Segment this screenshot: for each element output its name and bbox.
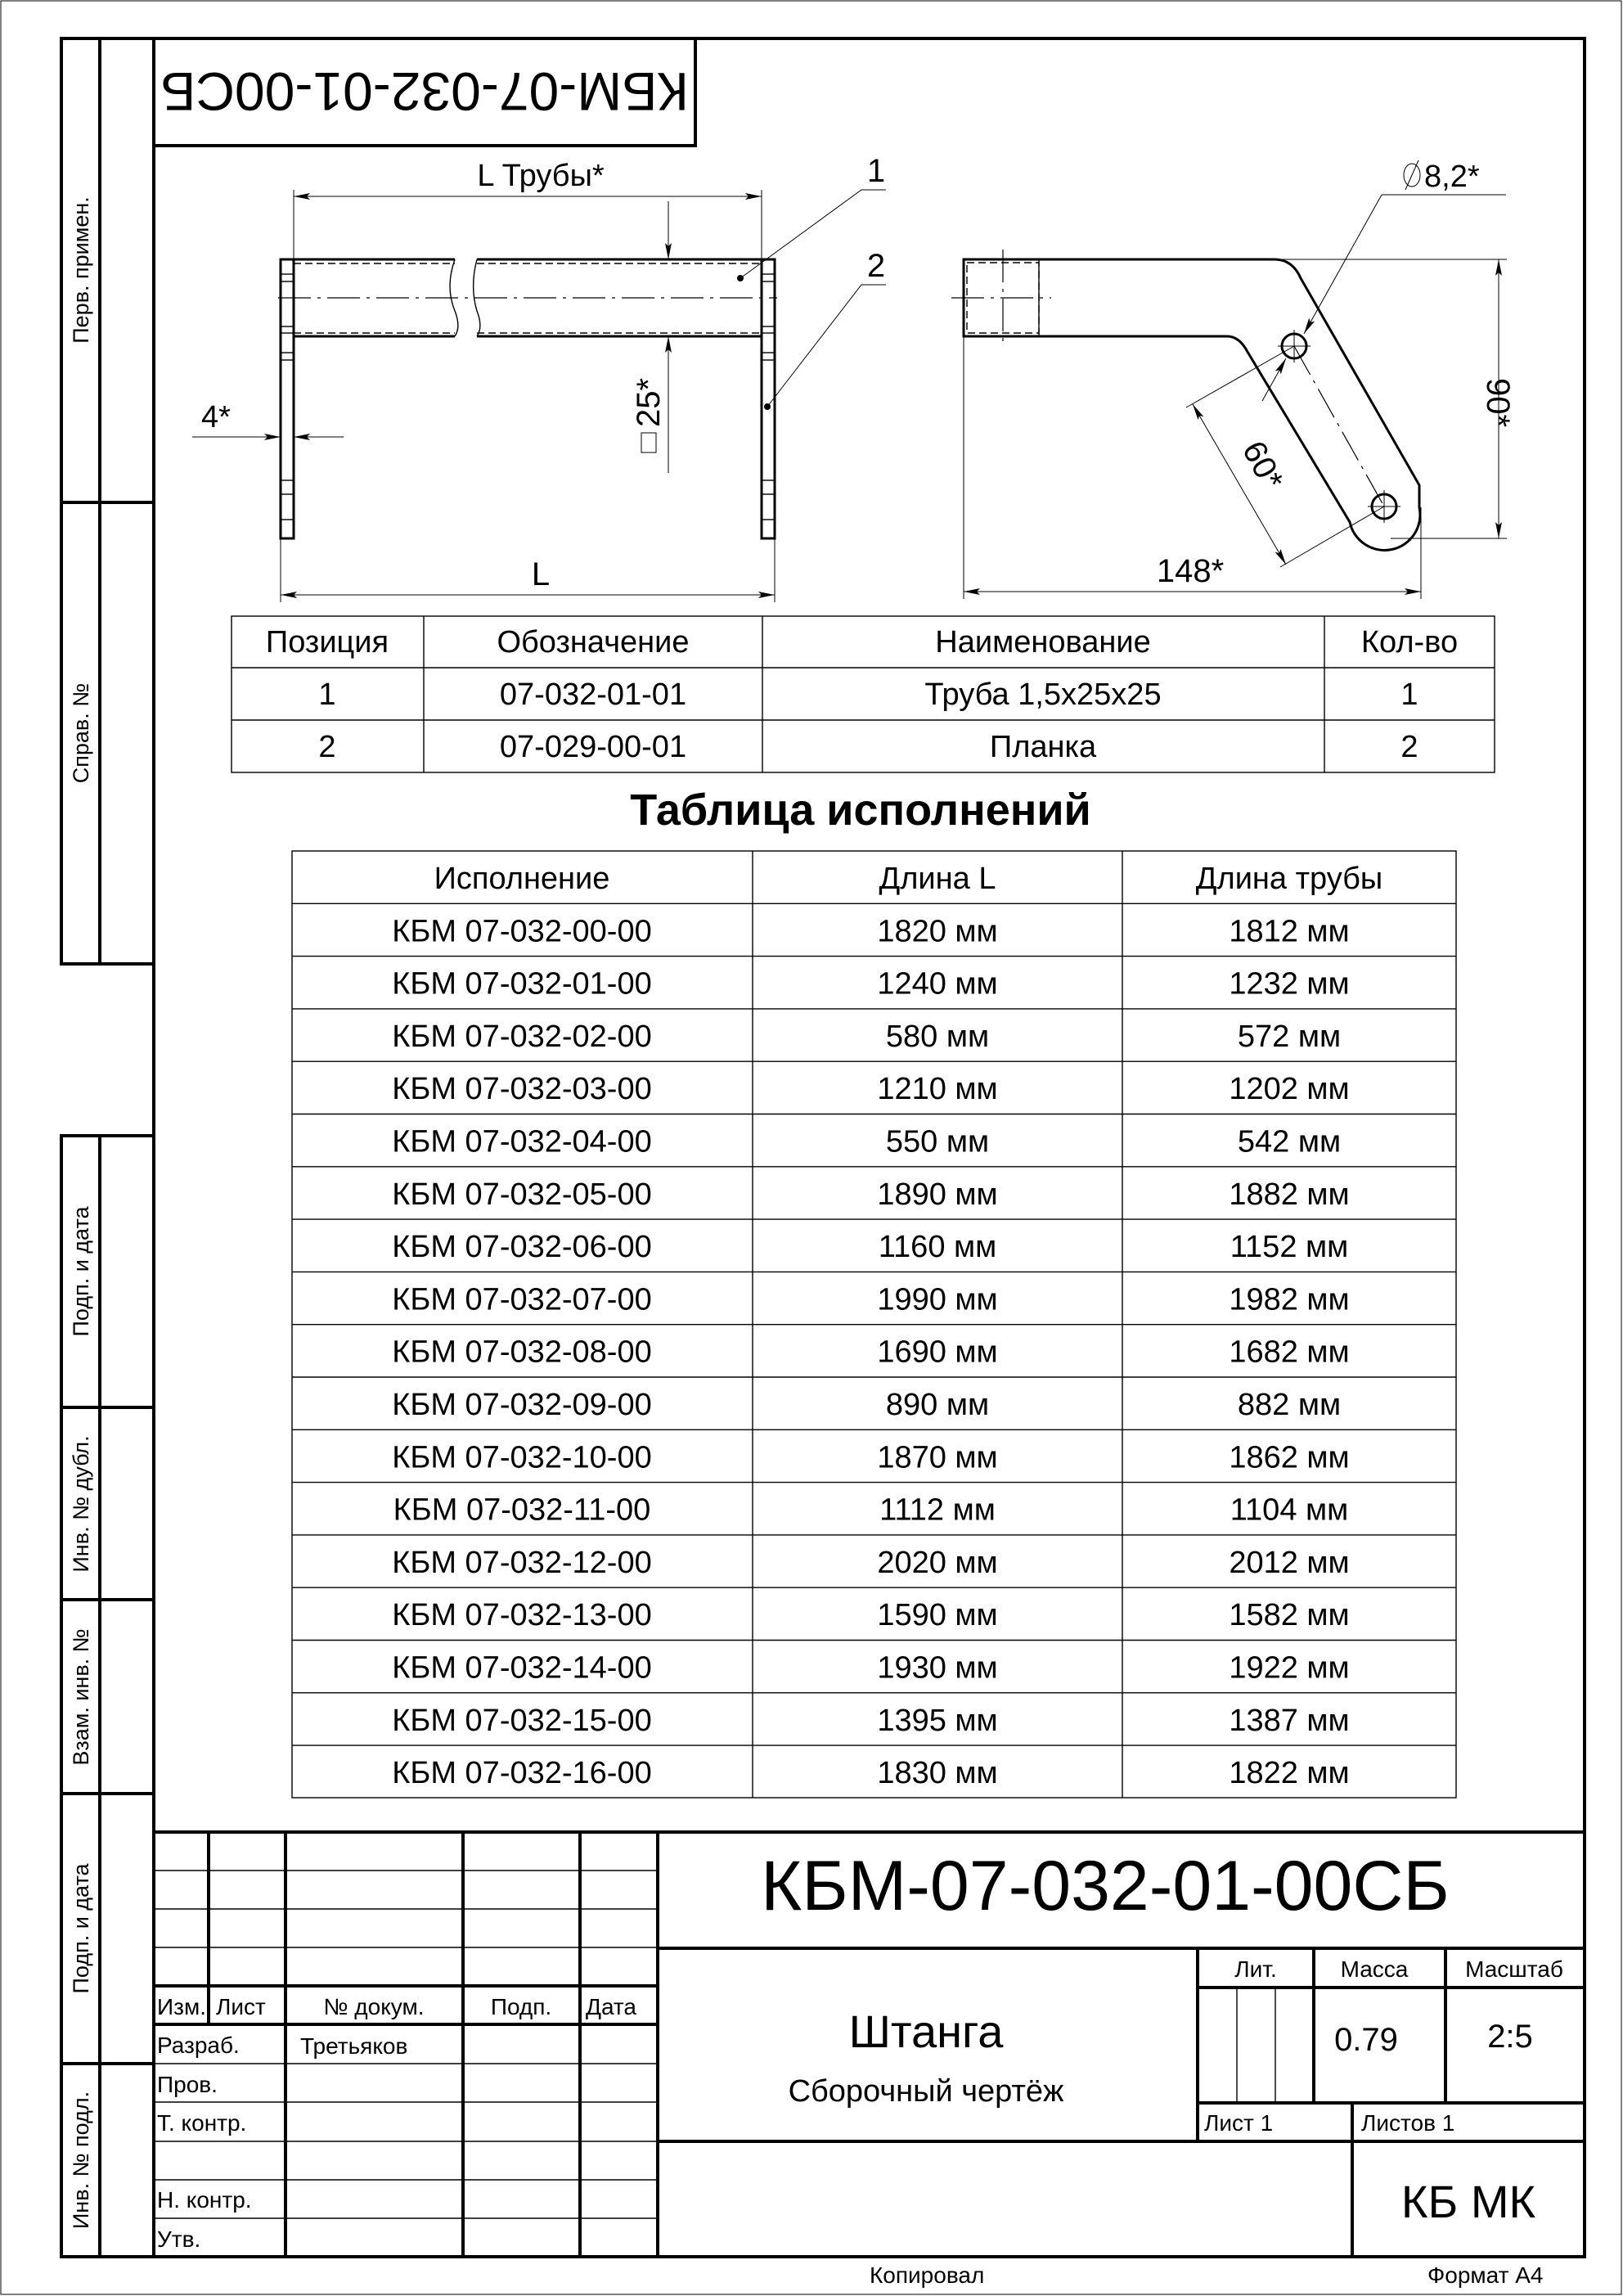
- role-checker: Пров.: [157, 2072, 218, 2097]
- variant-row: [392, 1335, 1349, 1370]
- hole-diameter-label: 8,2*: [1424, 160, 1480, 194]
- organization: КБ МК: [1400, 2176, 1536, 2227]
- variant-row: [392, 1282, 1349, 1317]
- scale-value: 2:5: [1487, 2019, 1533, 2055]
- rev-header-list: Лист: [216, 1994, 266, 2019]
- variants-table-title: Таблица исполнений: [630, 786, 1091, 835]
- variant-cell-code: КБМ 07-032-08-00: [392, 1335, 652, 1370]
- variant-cell-tube-length: 882 мм: [1237, 1388, 1342, 1422]
- rev-header-date: Дата: [586, 1994, 637, 2019]
- plate-outline: [964, 259, 1420, 550]
- side-strip-upper: [61, 38, 154, 964]
- role-norm-control: Н. контр.: [157, 2187, 252, 2213]
- strip-label-perv-primen: Перв. примен.: [69, 196, 93, 344]
- sheets-total: Листов 1: [1361, 2110, 1455, 2136]
- leader-position-2: 2: [866, 248, 886, 284]
- mass-label: Масса: [1340, 1956, 1409, 1982]
- variant-cell-code: КБМ 07-032-04-00: [392, 1124, 652, 1159]
- rev-header-izm: Изм.: [157, 1994, 206, 2019]
- front-view: [192, 153, 886, 602]
- variant-cell-length-l: 580 мм: [885, 1019, 990, 1054]
- rev-header-doc: № докум.: [323, 1994, 425, 2019]
- sheet-number: Лист 1: [1204, 2110, 1274, 2136]
- variant-cell-code: КБМ 07-032-16-00: [392, 1756, 652, 1791]
- parts-table: [232, 616, 1495, 772]
- variant-cell-length-l: 550 мм: [885, 1124, 990, 1159]
- parts-cell-name: Труба 1,5х25х25: [924, 678, 1162, 712]
- plate-hatching: [281, 274, 775, 520]
- variants-table: [292, 851, 1456, 1798]
- parts-cell-qty: 1: [1400, 678, 1418, 712]
- tube-length-label: L Трубы*: [477, 159, 605, 193]
- copied-label: Копировал: [870, 2262, 985, 2288]
- strip-label-sprav-no: Справ. №: [69, 682, 93, 784]
- variant-cell-code: КБМ 07-032-13-00: [392, 1598, 652, 1633]
- variant-cell-tube-length: 572 мм: [1237, 1019, 1342, 1054]
- mass-value: 0.79: [1334, 2022, 1398, 2058]
- variant-row: [392, 1072, 1349, 1106]
- variant-row: [392, 1704, 1349, 1738]
- variant-cell-tube-length: 1232 мм: [1229, 966, 1350, 1002]
- variant-cell-length-l: 890 мм: [885, 1388, 990, 1422]
- variant-row: [392, 914, 1349, 948]
- variants-header-tube-length: Длина трубы: [1195, 862, 1383, 896]
- strip-label-podp-data-2: Подп. и дата: [69, 1863, 93, 1994]
- variant-cell-length-l: 1990 мм: [877, 1282, 998, 1317]
- title-block: [154, 1832, 1585, 2257]
- parts-cell-designation: 07-029-00-01: [499, 730, 687, 764]
- variant-cell-length-l: 1395 мм: [877, 1703, 998, 1738]
- variant-cell-tube-length: 1682 мм: [1229, 1335, 1350, 1370]
- parts-row: [318, 678, 1418, 712]
- document-name: Штанга: [848, 2006, 1004, 2057]
- variant-cell-tube-length: 1202 мм: [1229, 1072, 1350, 1107]
- variant-cell-length-l: 1830 мм: [877, 1756, 998, 1791]
- variant-cell-code: КБМ 07-032-12-00: [392, 1545, 652, 1580]
- hole-distance-label: 60*: [1234, 435, 1291, 496]
- variant-cell-length-l: 1240 мм: [877, 966, 998, 1002]
- variant-cell-tube-length: 1822 мм: [1229, 1756, 1350, 1791]
- square-section-icon: [641, 433, 656, 452]
- variant-cell-code: КБМ 07-032-05-00: [392, 1177, 652, 1212]
- variant-cell-code: КБМ 07-032-15-00: [392, 1703, 652, 1738]
- variant-cell-length-l: 1112 мм: [879, 1492, 996, 1528]
- parts-header-name: Наименование: [935, 625, 1151, 660]
- variant-cell-tube-length: 1882 мм: [1229, 1177, 1350, 1212]
- variant-cell-tube-length: 542 мм: [1237, 1124, 1342, 1159]
- variant-cell-length-l: 1590 мм: [877, 1598, 998, 1633]
- left-plate: [281, 259, 294, 538]
- variant-cell-code: КБМ 07-032-06-00: [392, 1230, 652, 1265]
- variant-cell-code: КБМ 07-032-02-00: [392, 1019, 652, 1054]
- variant-row: [392, 1388, 1341, 1422]
- variant-cell-tube-length: 1862 мм: [1229, 1440, 1350, 1475]
- variant-cell-tube-length: 1104 мм: [1230, 1492, 1349, 1528]
- variant-cell-code: КБМ 07-032-07-00: [392, 1282, 652, 1317]
- variant-row: [392, 1125, 1341, 1159]
- height-label: 90*: [1480, 377, 1516, 428]
- variant-cell-tube-length: 1582 мм: [1229, 1598, 1350, 1633]
- variant-cell-tube-length: 1982 мм: [1229, 1282, 1350, 1317]
- parts-header-position: Позиция: [265, 625, 389, 660]
- variant-cell-length-l: 1690 мм: [877, 1335, 998, 1370]
- inverted-code: КБМ-07-032-01-00СБ: [160, 61, 689, 122]
- parts-cell-name: Планка: [989, 730, 1097, 764]
- variant-cell-code: КБМ 07-032-11-00: [393, 1492, 651, 1528]
- strip-label-vzam-inv: Взам. инв. №: [69, 1628, 93, 1766]
- role-developer: Разраб.: [157, 2033, 240, 2058]
- variants-header-length-l: Длина L: [879, 862, 996, 896]
- strip-label-inv-podl: Инв. № подл.: [69, 2091, 93, 2230]
- variant-cell-tube-length: 1387 мм: [1229, 1703, 1350, 1738]
- parts-cell-position: 2: [318, 730, 336, 764]
- variant-row: [392, 1440, 1349, 1474]
- parts-cell-position: 1: [318, 678, 336, 712]
- variant-cell-length-l: 1870 мм: [877, 1440, 998, 1475]
- parts-cell-designation: 07-032-01-01: [499, 678, 687, 712]
- variant-cell-code: КБМ 07-032-14-00: [392, 1650, 652, 1686]
- inverted-code-box: [154, 38, 695, 146]
- variant-cell-code: КБМ 07-032-03-00: [392, 1072, 652, 1107]
- variant-cell-tube-length: 1812 мм: [1229, 914, 1350, 949]
- right-plate: [762, 259, 775, 538]
- page-border: [1, 1, 1621, 2294]
- diameter-icon: [1404, 160, 1420, 190]
- overall-length-label: L: [531, 556, 551, 592]
- role-tech-control: Т. контр.: [157, 2110, 247, 2136]
- variant-cell-tube-length: 2012 мм: [1229, 1545, 1350, 1580]
- variant-cell-tube-length: 1922 мм: [1229, 1650, 1350, 1686]
- side-strip-lower: [61, 1136, 154, 2257]
- variant-cell-code: КБМ 07-032-00-00: [392, 914, 652, 949]
- variant-cell-length-l: 2020 мм: [877, 1545, 998, 1580]
- scale-label: Масштаб: [1465, 1956, 1563, 1982]
- side-view: [951, 160, 1516, 599]
- strip-label-podp-data-1: Подп. и дата: [69, 1206, 93, 1337]
- strip-label-inv-dubl: Инв. № дубл.: [69, 1435, 93, 1573]
- format-label: Формат А4: [1427, 2262, 1544, 2288]
- variant-row: [392, 1651, 1349, 1686]
- developer-name: Третьяков: [300, 2033, 408, 2059]
- parts-row: [318, 730, 1418, 764]
- variant-cell-length-l: 1930 мм: [877, 1650, 998, 1686]
- variant-row: [392, 1598, 1349, 1632]
- variant-cell-length-l: 1820 мм: [877, 914, 998, 949]
- rev-header-sign: Подп.: [490, 1994, 552, 2019]
- variant-cell-length-l: 1160 мм: [878, 1230, 997, 1265]
- variant-row: [392, 1230, 1348, 1264]
- parts-header-designation: Обозначение: [497, 625, 690, 660]
- variant-row: [393, 1493, 1349, 1528]
- variant-cell-code: КБМ 07-032-09-00: [392, 1388, 652, 1422]
- parts-header-qty: Кол-во: [1360, 625, 1459, 660]
- role-approved: Утв.: [157, 2226, 201, 2252]
- plate-thickness-label: 4*: [201, 400, 231, 434]
- variant-cell-code: КБМ 07-032-10-00: [392, 1440, 652, 1475]
- width-label: 148*: [1156, 553, 1225, 589]
- leader-position-1: 1: [866, 153, 886, 189]
- variant-cell-tube-length: 1152 мм: [1230, 1230, 1349, 1265]
- lit-label: Лит.: [1234, 1956, 1277, 1982]
- variant-cell-length-l: 1890 мм: [877, 1177, 998, 1212]
- document-type: Сборочный чертёж: [788, 2074, 1064, 2109]
- variant-row: [392, 1177, 1349, 1212]
- parts-cell-qty: 2: [1400, 730, 1418, 764]
- variant-row: [392, 1020, 1341, 1054]
- document-code: КБМ-07-032-01-00СБ: [761, 1847, 1450, 1925]
- variant-row: [392, 967, 1349, 1002]
- variant-row: [392, 1546, 1349, 1580]
- variants-header-variant: Исполнение: [434, 862, 610, 896]
- variant-cell-length-l: 1210 мм: [877, 1072, 998, 1107]
- tube-section-label: 25*: [631, 377, 667, 427]
- variant-row: [392, 1756, 1349, 1790]
- variant-cell-code: КБМ 07-032-01-00: [392, 966, 652, 1002]
